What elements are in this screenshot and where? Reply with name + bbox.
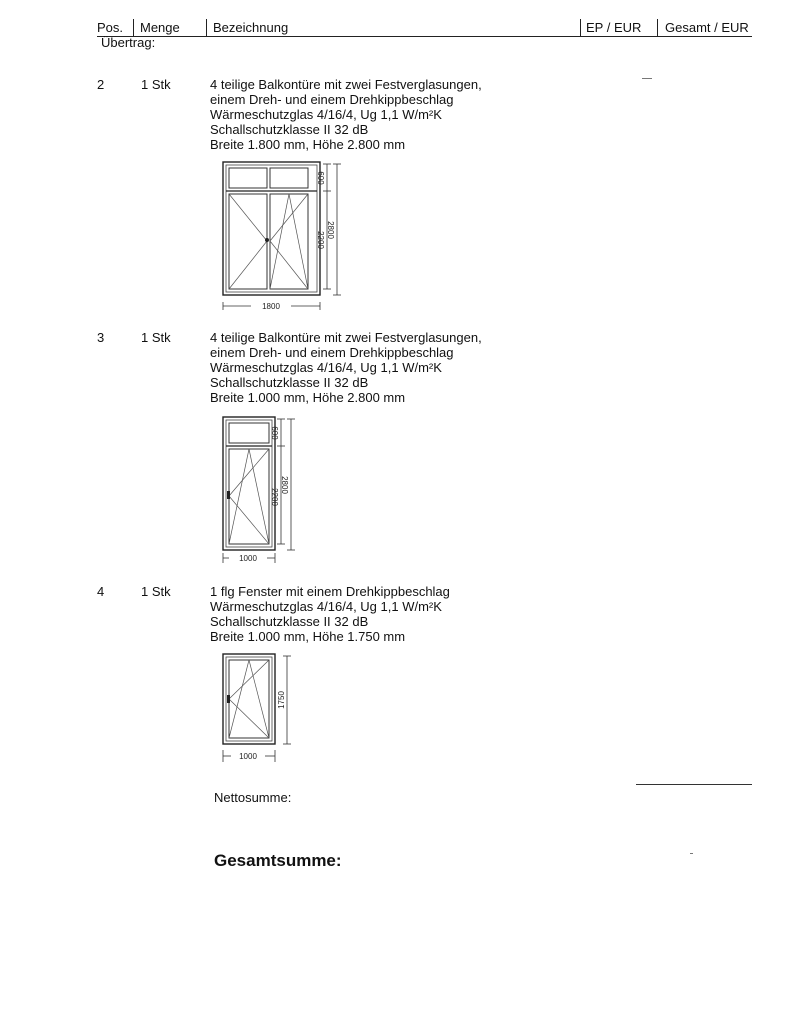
header-separator xyxy=(133,19,134,36)
position-quantity: 1 Stk xyxy=(141,584,171,599)
dimension-lower-label: 2200 xyxy=(316,231,325,249)
position-number: 3 xyxy=(97,330,105,345)
position-description xyxy=(210,584,450,644)
dimension-upper-label: 600 xyxy=(270,426,279,440)
col-header-bezeichnung: Bezeichnung xyxy=(213,20,289,35)
description-line: 4 teilige Balkontüre mit zwei Festverglasungen, xyxy=(210,330,482,345)
scan-speck xyxy=(642,78,652,79)
balcony-door-drawing xyxy=(215,158,355,318)
description-line: Wärmeschutzglas 4/16/4, Ug 1,1 W/m²K xyxy=(210,360,442,375)
dimension-width-label: 1000 xyxy=(239,752,257,761)
dimension-upper-label: 600 xyxy=(316,171,325,185)
description-line: einem Dreh- und einem Drehkippbeschlag xyxy=(210,92,454,107)
description-line: Wärmeschutzglas 4/16/4, Ug 1,1 W/m²K xyxy=(210,599,442,614)
col-header-ep: EP / EUR xyxy=(586,20,642,35)
header-separator xyxy=(580,19,581,36)
description-line: Schallschutzklasse II 32 dB xyxy=(210,375,369,390)
position-description xyxy=(210,77,482,152)
description-line: 1 flg Fenster mit einem Drehkippbeschlag xyxy=(210,584,450,599)
window-drawing xyxy=(215,650,315,770)
position-quantity: 1 Stk xyxy=(141,77,171,92)
nettosumme-label: Nettosumme: xyxy=(214,790,292,805)
col-header-gesamt: Gesamt / EUR xyxy=(665,20,749,35)
dimension-lower-label: 2200 xyxy=(270,488,279,506)
col-header-menge: Menge xyxy=(140,20,180,35)
description-line: 4 teilige Balkontüre mit zwei Festverglasungen, xyxy=(210,77,482,92)
description-line: Wärmeschutzglas 4/16/4, Ug 1,1 W/m²K xyxy=(210,107,442,122)
description-line: Schallschutzklasse II 32 dB xyxy=(210,122,369,137)
balcony-door-drawing xyxy=(215,413,315,573)
header-rule xyxy=(97,36,752,37)
position-description xyxy=(210,330,482,405)
dimension-total-label: 2800 xyxy=(280,476,289,494)
dimension-height-label: 1750 xyxy=(277,691,286,709)
description-line: Breite 1.000 mm, Höhe 1.750 mm xyxy=(210,629,406,644)
position-number: 4 xyxy=(97,584,105,599)
position-quantity: 1 Stk xyxy=(141,330,171,345)
nettosumme-rule xyxy=(636,784,752,785)
uebertrag-label: Übertrag: xyxy=(101,35,156,50)
description-line: Breite 1.000 mm, Höhe 2.800 mm xyxy=(210,390,406,405)
header-separator xyxy=(206,19,207,36)
scan-speck xyxy=(690,853,693,854)
description-line: Breite 1.800 mm, Höhe 2.800 mm xyxy=(210,137,406,152)
position-number: 2 xyxy=(97,77,105,92)
description-line: Schallschutzklasse II 32 dB xyxy=(210,614,369,629)
description-line: einem Dreh- und einem Drehkippbeschlag xyxy=(210,345,454,360)
gesamtsumme-label: Gesamtsumme: xyxy=(214,851,342,870)
dimension-width-label: 1000 xyxy=(239,554,257,563)
dimension-width-label: 1800 xyxy=(262,302,280,311)
dimension-total-label: 2800 xyxy=(326,221,335,239)
header-separator xyxy=(657,19,658,36)
col-header-pos: Pos. xyxy=(97,20,124,35)
